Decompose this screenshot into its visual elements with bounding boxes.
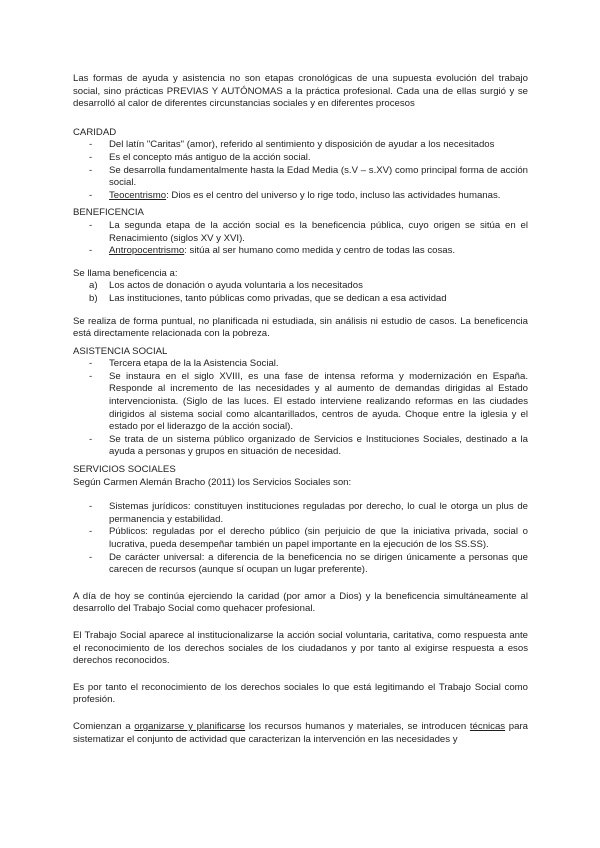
list-item: - Sistemas jurídicos: constituyen instituciones reguladas por derecho, lo cual le otorga un plus de permanencia y estabilidad. xyxy=(89,501,528,525)
list-item: - La segunda etapa de la acción social es la beneficencia pública, cuyo origen se sitúa en el Renacimiento (siglos XV y XVI). xyxy=(89,219,528,244)
beneficencia-alpha-list xyxy=(73,280,528,305)
servicios-list xyxy=(73,501,528,577)
dash-marker: - xyxy=(89,164,93,176)
list-item: - Es el concepto más antiguo de la acción social. xyxy=(89,151,311,163)
dash-marker: - xyxy=(89,189,93,201)
alpha-marker: a) xyxy=(89,280,98,292)
list-item: - Tercera etapa de la la Asistencia Social. xyxy=(89,358,279,370)
list-item: - Teocentrismo: Dios es el centro del universo y lo rige todo, incluso las actividades humanas. xyxy=(89,189,501,201)
servicios-heading: SERVICIOS SOCIALES xyxy=(73,464,176,476)
list-item: - De carácter universal: a diferencia de la beneficencia no se dirigen únicamente a personas que carecen de recursos (aunque sí ocupan un lugar preferente). xyxy=(89,551,528,576)
dash-marker: - xyxy=(89,139,93,151)
list-item: - Públicos: reguladas por el derecho público (sin perjuicio de que la iniciativa privada, social o lucrativa, pueda desempeñar también un papel importante en la ejecución de los SS.SS). xyxy=(89,526,528,550)
closing-paragraph-1: A día de hoy se continúa ejerciendo la caridad (por amor a Dios) y la beneficencia simultáneamente al desarrollo del Trabajo Social como quehacer profesional. xyxy=(73,590,528,615)
beneficencia-definition-intro: Se llama beneficencia a: xyxy=(73,267,178,279)
asistencia-heading: ASISTENCIA SOCIAL xyxy=(73,345,168,357)
dash-marker: - xyxy=(89,526,93,538)
list-item: - Del latín "Caritas" (amor), referido al sentimiento y disposición de ayudar a los necesitados xyxy=(89,139,495,151)
underlined-tecnicas: técnicas xyxy=(469,720,506,732)
last-paragraph: Comienzan a organizarse y planificarse los recursos humanos y materiales, se introducen técnicas para sistematizar el conjunto de actividad que caracterizan la intervención en las necesidades y xyxy=(73,720,528,745)
servicios-source: Según Carmen Alemán Bracho (2011) los Servicios Sociales son: xyxy=(73,476,352,488)
dash-marker: - xyxy=(89,151,93,163)
dash-marker: - xyxy=(89,433,93,445)
term-antropocentrismo: Antropocentrismo xyxy=(109,245,185,257)
list-item: - Se desarrolla fundamentalmente hasta la Edad Media (s.V – s.XV) como principal forma de acción social. xyxy=(89,164,528,189)
list-item: - Se instaura en el siglo XVIII, es una fase de intensa reforma y modernización en España. Responde al incremento de las necesidades y al aumento de demandas dirigidas al Estado intervencionista. (Siglo de las luces. El estado interviene realizando reformas en las ciudades dirigidos al sistema social como alcantarillados, centros de ayuda. Choque entre la iglesia y el estado por el liderazgo de la acción social). xyxy=(89,370,528,433)
alpha-marker: b) xyxy=(89,292,98,304)
dash-marker: - xyxy=(89,358,93,370)
term-teocentrismo: Teocentrismo xyxy=(109,189,167,201)
list-item: - Antropocentrismo: sitúa al ser humano como medida y centro de todas las cosas. xyxy=(89,245,456,257)
spacer xyxy=(73,489,528,501)
closing-paragraph-2: El Trabajo Social aparece al institucionalizarse la acción social voluntaria, caritativa, como respuesta ante el reconocimiento de los derechos sociales de los ciudadanos y por tanto al exigirse respuesta a esos derechos reconocidos. xyxy=(73,629,528,667)
list-item: a) Los actos de donación o ayuda voluntaria a los necesitados xyxy=(89,280,363,292)
dash-marker: - xyxy=(89,501,93,513)
underlined-organizarse: organizarse y planificarse xyxy=(134,720,246,732)
beneficencia-puntual-paragraph: Se realiza de forma puntual, no planificada ni estudiada, sin análisis ni estudio de casos. La beneficencia está directamente relacionada con la pobreza. xyxy=(73,315,528,340)
caridad-heading: CARIDAD xyxy=(73,126,117,138)
beneficencia-heading: BENEFICENCIA xyxy=(73,207,144,219)
dash-marker: - xyxy=(89,370,93,382)
asistencia-list xyxy=(73,358,528,459)
intro-paragraph: Las formas de ayuda y asistencia no son etapas cronológicas de una supuesta evolución del trabajo social, sino prácticas PREVIAS Y AUTÓNOMAS a la práctica profesional. Cada una de ellas surgió y se desarrolló al calor de diferentes circunstancias sociales y en diferentes procesos xyxy=(73,73,528,110)
dash-marker: - xyxy=(89,551,93,563)
dash-marker: - xyxy=(89,245,93,257)
beneficencia-list xyxy=(73,220,528,258)
list-item: - Se trata de un sistema público organizado de Servicios e Instituciones Sociales, destinado a la ayuda a personas y grupos en situación de necesidad. xyxy=(89,433,528,458)
list-item: b) Las instituciones, tanto públicas como privadas, que se dedican a esa actividad xyxy=(89,292,447,304)
dash-marker: - xyxy=(89,219,93,231)
closing-paragraph-3: Es por tanto el reconocimiento de los derechos sociales lo que está legitimando el Trabajo Social como profesión. xyxy=(73,681,528,706)
caridad-list xyxy=(73,139,528,202)
